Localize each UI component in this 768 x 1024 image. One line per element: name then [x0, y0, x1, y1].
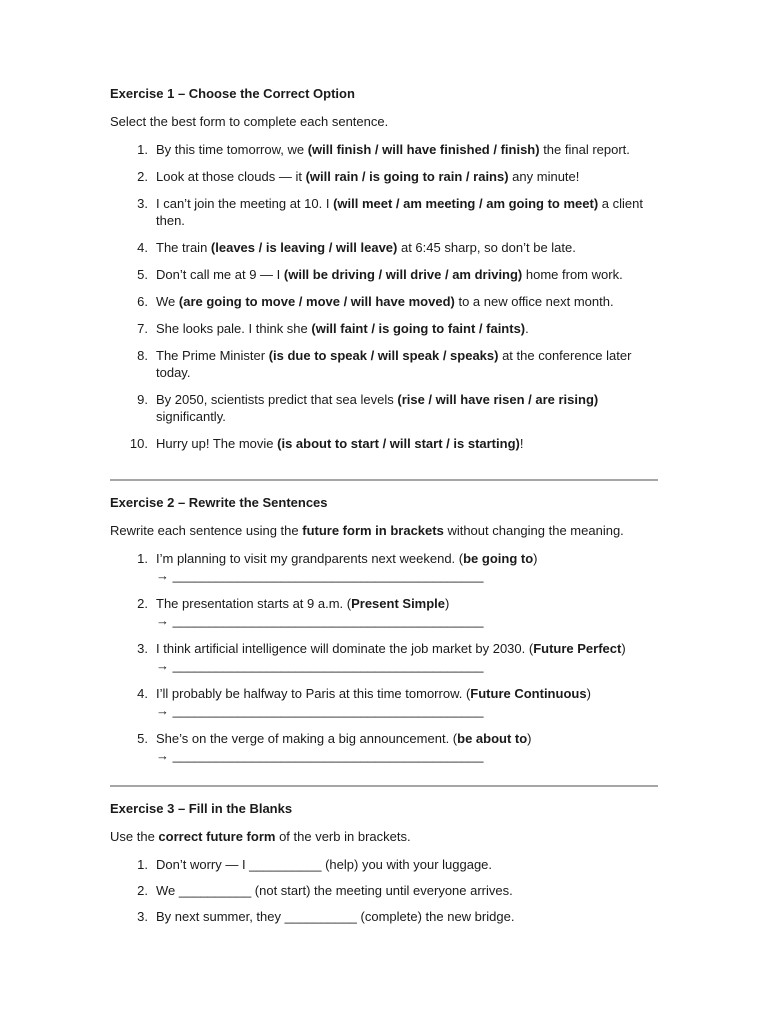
item-number: 9.	[137, 392, 148, 407]
item-number: 3.	[137, 641, 148, 656]
item-text-end: to a new office next month.	[454, 294, 614, 309]
section-divider	[110, 785, 658, 787]
item-options: (will faint / is going to faint / faints)	[311, 321, 526, 336]
item-text-end: )	[445, 596, 450, 611]
list-item	[110, 908, 658, 925]
item-text-end: the final report.	[539, 142, 630, 157]
item-number: 10.	[129, 436, 148, 451]
item-text-end: )	[533, 551, 538, 566]
item-text: Hurry up! The movie	[156, 436, 278, 451]
item-text: I think artificial intelligence will dominate the job market by 2030. (	[156, 641, 534, 656]
item-text-end: at the conference later today.	[156, 348, 632, 380]
item-text: By next summer, they __________ (complete) the new bridge.	[156, 909, 515, 924]
exercise-2-section	[110, 495, 658, 775]
item-number: 7.	[137, 321, 148, 336]
list-item	[110, 882, 658, 899]
exercise-2-title: Exercise 2 – Rewrite the Sentences	[110, 495, 328, 510]
instruction-text-end: without changing the meaning.	[443, 523, 624, 538]
item-text: Don’t worry — I __________ (help) you with your luggage.	[156, 857, 493, 872]
list-item	[110, 141, 658, 158]
item-number: 5.	[137, 267, 148, 282]
item-text: I’ll probably be halfway to Paris at this time tomorrow. (	[156, 686, 471, 701]
item-number: 1.	[137, 142, 148, 157]
item-number: 2.	[137, 169, 148, 184]
item-text: She looks pale. I think she	[156, 321, 312, 336]
item-options: (are going to move / move / will have moved)	[178, 294, 455, 309]
exercise-1-section	[110, 86, 658, 462]
item-text: We __________ (not start) the meeting until everyone arrives.	[156, 883, 513, 898]
list-item	[110, 391, 658, 425]
instruction-emphasis: correct future form	[158, 829, 276, 844]
item-number: 8.	[137, 348, 148, 363]
item-options: (will finish / will have finished / finish)	[307, 142, 540, 157]
exercise-3-list	[110, 856, 658, 925]
item-number: 2.	[137, 883, 148, 898]
exercise-3-section	[110, 801, 658, 934]
item-text-end: .	[525, 321, 529, 336]
item-options: (rise / will have risen / are rising)	[397, 392, 599, 407]
answer-blank: → ___________________________________________	[156, 748, 484, 763]
item-number: 3.	[137, 196, 148, 211]
item-text: By this time tomorrow, we	[156, 142, 308, 157]
item-target-form: Present Simple	[351, 596, 446, 611]
answer-blank: → ___________________________________________	[156, 568, 484, 583]
item-options: (will meet / am meeting / am going to meet)	[333, 196, 599, 211]
item-text-end: any minute!	[508, 169, 580, 184]
exercise-2-instruction	[110, 523, 658, 539]
item-target-form: be about to	[457, 731, 528, 746]
item-options: (leaves / is leaving / will leave)	[210, 240, 398, 255]
item-number: 1.	[137, 551, 148, 566]
answer-blank: → ___________________________________________	[156, 658, 484, 673]
item-text: The train	[156, 240, 211, 255]
item-number: 4.	[137, 240, 148, 255]
answer-blank: → ___________________________________________	[156, 703, 484, 718]
item-target-form: Future Perfect	[533, 641, 622, 656]
item-text: Don’t call me at 9 — I	[156, 267, 284, 282]
item-text: By 2050, scientists predict that sea levels	[156, 392, 398, 407]
instruction-emphasis: future form in brackets	[302, 523, 444, 538]
item-number: 6.	[137, 294, 148, 309]
item-number: 2.	[137, 596, 148, 611]
exercise-1-title: Exercise 1 – Choose the Correct Option	[110, 86, 355, 101]
item-text-end: at 6:45 sharp, so don’t be late.	[397, 240, 576, 255]
instruction-text: Rewrite each sentence using the	[110, 523, 303, 538]
item-number: 1.	[137, 857, 148, 872]
exercise-1-instruction: Select the best form to complete each sentence.	[110, 114, 389, 129]
item-text: She’s on the verge of making a big announcement. (	[156, 731, 458, 746]
item-text: I’m planning to visit my grandparents next weekend. (	[156, 551, 464, 566]
exercise-2-list	[110, 550, 658, 764]
item-options: (will rain / is going to rain / rains)	[305, 169, 509, 184]
item-text-end: )	[527, 731, 532, 746]
list-item	[110, 320, 658, 337]
list-item	[110, 730, 658, 764]
list-item	[110, 640, 658, 674]
item-text-end: )	[586, 686, 591, 701]
list-item	[110, 195, 658, 229]
item-text: Look at those clouds — it	[156, 169, 306, 184]
item-target-form: be going to	[463, 551, 534, 566]
item-text-end: a client then.	[156, 196, 643, 228]
list-item	[110, 239, 658, 256]
exercise-3-title: Exercise 3 – Fill in the Blanks	[110, 801, 293, 816]
list-item	[110, 168, 658, 185]
item-text: The presentation starts at 9 a.m. (	[156, 596, 352, 611]
list-item	[110, 293, 658, 310]
list-item	[110, 595, 658, 629]
item-text: The Prime Minister	[156, 348, 269, 363]
item-number: 4.	[137, 686, 148, 701]
item-options: (is due to speak / will speak / speaks)	[268, 348, 499, 363]
exercise-1-list	[110, 141, 658, 452]
list-item	[110, 347, 658, 381]
exercise-3-instruction	[110, 829, 658, 845]
item-text: I can’t join the meeting at 10. I	[156, 196, 334, 211]
list-item	[110, 550, 658, 584]
list-item	[110, 435, 658, 452]
instruction-text-end: of the verb in brackets.	[275, 829, 411, 844]
item-number: 5.	[137, 731, 148, 746]
list-item	[110, 856, 658, 873]
item-number: 3.	[137, 909, 148, 924]
section-divider	[110, 479, 658, 481]
item-text-end: )	[621, 641, 626, 656]
item-text: We	[156, 294, 179, 309]
item-text-end: home from work.	[522, 267, 623, 282]
instruction-text: Use the	[110, 829, 159, 844]
answer-blank: → ___________________________________________	[156, 613, 484, 628]
item-options: (will be driving / will drive / am driving)	[283, 267, 523, 282]
list-item	[110, 685, 658, 719]
item-text-end: !	[519, 436, 524, 451]
item-text-end: significantly.	[156, 409, 226, 424]
item-target-form: Future Continuous	[470, 686, 587, 701]
item-options: (is about to start / will start / is starting)	[277, 436, 520, 451]
list-item	[110, 266, 658, 283]
